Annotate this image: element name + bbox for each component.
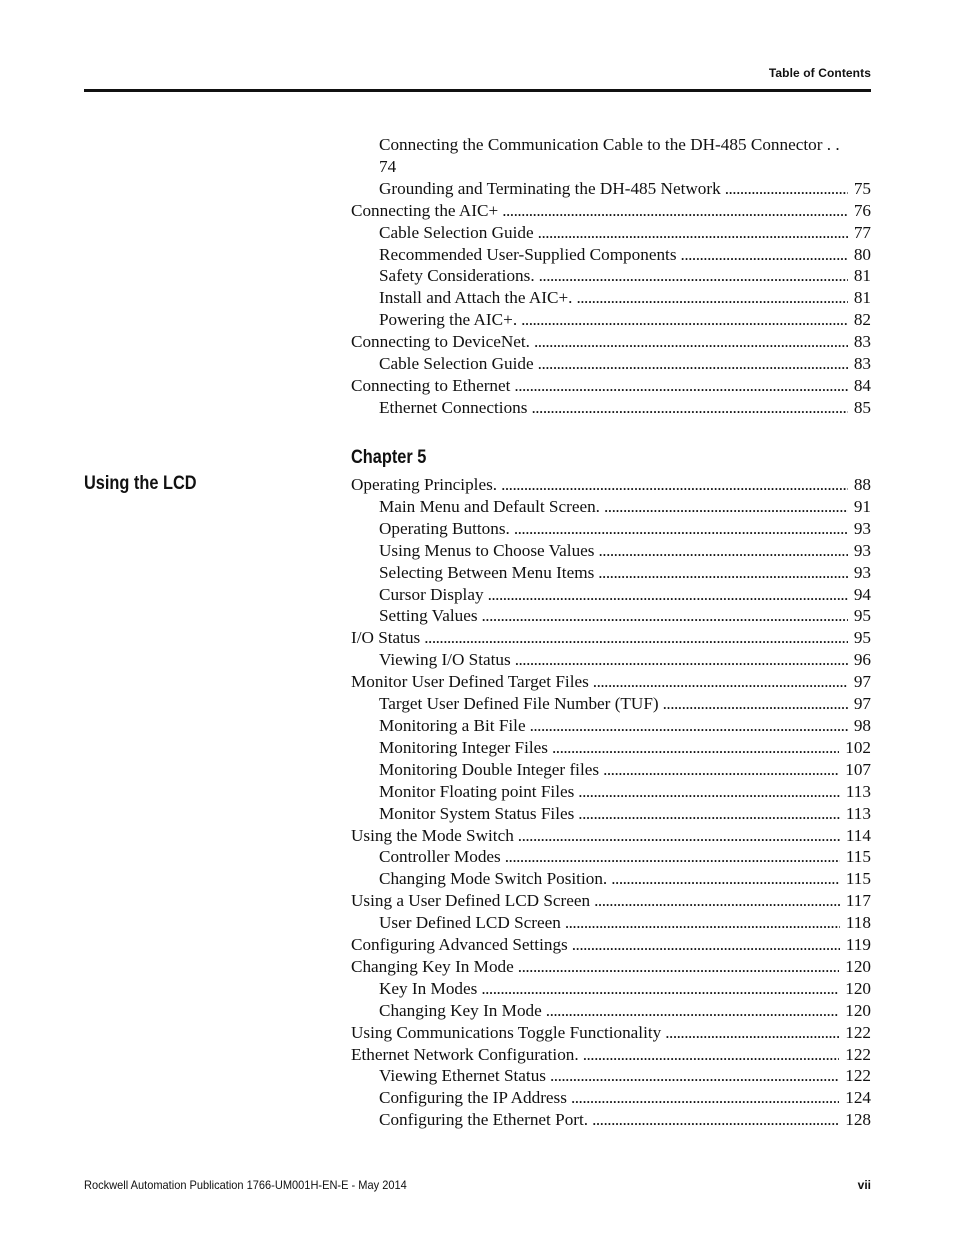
toc-entry-title: Using Menus to Choose Values (379, 540, 595, 560)
toc-entry-page: 122 (845, 1044, 871, 1064)
toc-entry-title: Setting Values (379, 606, 478, 626)
dot-leader (531, 397, 847, 419)
toc-entry-page: 94 (853, 584, 871, 604)
toc-entry-page: 97 (853, 694, 871, 714)
toc-entry-page: 80 (853, 244, 871, 264)
toc-entry[interactable] (351, 496, 871, 518)
toc-entry-page: 113 (845, 781, 871, 801)
toc-entry[interactable] (351, 540, 871, 562)
toc-entry[interactable] (351, 244, 871, 266)
toc-entry[interactable] (351, 912, 871, 934)
toc-entry-title: Target User Defined File Number (TUF) (379, 694, 659, 714)
toc-entry[interactable] (351, 890, 871, 912)
toc-entry-title: Recommended User-Supplied Components (379, 244, 677, 264)
toc-entry[interactable] (351, 562, 871, 584)
toc-entry-title: Install and Attach the AIC+. (379, 288, 573, 308)
toc-entry-title: Monitor Floating point Files (379, 781, 575, 801)
toc-entry-page: 120 (845, 1000, 871, 1020)
dot-leader (538, 222, 848, 244)
toc-entry[interactable] (351, 222, 871, 244)
toc-entry-title: Monitoring Integer Files (379, 737, 548, 757)
toc-entry-page: 96 (853, 650, 871, 670)
toc-entry-page: 83 (853, 332, 871, 352)
toc-entry[interactable] (351, 1044, 871, 1066)
dot-leader (565, 912, 840, 934)
toc-entry-title: Connecting the AIC+ (351, 200, 499, 220)
toc-entry[interactable] (351, 627, 871, 649)
toc-entry-page: 115 (845, 869, 871, 889)
toc-entry[interactable] (351, 781, 871, 803)
toc-entry[interactable] (351, 868, 871, 890)
toc-entry[interactable] (351, 353, 871, 375)
toc-entry[interactable] (351, 693, 871, 715)
dot-leader (598, 540, 847, 562)
toc-entry-title: Cable Selection Guide (379, 354, 534, 374)
toc-entry[interactable] (351, 375, 871, 397)
toc-entry[interactable] (351, 649, 871, 671)
toc-entry-title: Connecting to DeviceNet. (351, 332, 530, 352)
toc-entry-page: 84 (853, 375, 871, 395)
toc-entry-page: 82 (853, 310, 871, 330)
toc-entry-page: 117 (845, 891, 871, 911)
toc-entry-page: 95 (853, 628, 871, 648)
toc-entry[interactable] (351, 1109, 871, 1131)
toc-entry[interactable] (351, 1087, 871, 1109)
toc-entry-page: 76 (853, 200, 871, 220)
toc-entry-page: 93 (853, 562, 871, 582)
toc-entry-page: 85 (853, 397, 871, 417)
toc-entry-title: Using Communications Toggle Functionality (351, 1022, 662, 1042)
toc-entry-title: Changing Key In Mode (379, 1000, 542, 1020)
toc-entry[interactable] (351, 584, 871, 606)
dot-leader (550, 1065, 839, 1087)
toc-entry[interactable] (351, 287, 871, 309)
toc-entry-page: 122 (845, 1066, 871, 1086)
dot-leader (611, 868, 840, 890)
toc-entry-title: Cable Selection Guide (379, 222, 534, 242)
dot-leader (578, 781, 840, 803)
toc-entry-title: Monitoring a Bit File (379, 715, 526, 735)
toc-entry-page: 91 (853, 496, 871, 516)
toc-entry[interactable] (351, 715, 871, 737)
toc-entry[interactable] (351, 309, 871, 331)
dot-leader (665, 1022, 839, 1044)
toc-entry[interactable] (351, 956, 871, 978)
dot-leader (530, 715, 848, 737)
toc-entry-title: User Defined LCD Screen (379, 913, 561, 933)
chapter-title: Using the LCD (84, 473, 197, 494)
dot-leader (534, 331, 848, 353)
dot-leader (518, 956, 839, 978)
toc-entry-title: Viewing I/O Status (379, 650, 511, 670)
toc-entry-page: 115 (845, 847, 871, 867)
toc-entry[interactable] (351, 803, 871, 825)
toc-entry-page: 81 (853, 266, 871, 286)
toc-entry-title: Main Menu and Default Screen. (379, 496, 600, 516)
toc-entry-title: Connecting to Ethernet (351, 375, 511, 395)
toc-entry-page: 93 (853, 540, 871, 560)
dot-leader (571, 1087, 839, 1109)
dot-leader (424, 627, 848, 649)
toc-entry-page: 74 (379, 156, 397, 176)
toc-entry[interactable] (351, 200, 871, 222)
toc-entry-title: Ethernet Network Configuration. (351, 1044, 579, 1064)
toc-entry[interactable] (351, 331, 871, 353)
toc-entry-page: 88 (853, 475, 871, 494)
toc-entry[interactable] (351, 671, 871, 693)
dot-leader (521, 309, 848, 331)
dot-leader (604, 496, 848, 518)
toc-entry-page: 83 (853, 354, 871, 374)
toc-entry-page: 97 (853, 672, 871, 692)
dot-leader (598, 562, 848, 584)
dot-leader (593, 671, 848, 693)
toc-entry-page: 120 (845, 956, 871, 976)
toc-entry-page: 128 (845, 1110, 871, 1130)
toc-entry-page: 93 (853, 518, 871, 538)
toc-entry-title: Configuring the Ethernet Port. (379, 1110, 589, 1130)
dot-leader (539, 265, 848, 287)
toc-entry[interactable] (351, 134, 871, 178)
toc-entry-title: Configuring the IP Address (379, 1088, 567, 1108)
toc-entry-page: 114 (845, 825, 871, 845)
dot-leader (681, 244, 848, 266)
dot-leader (546, 1000, 839, 1022)
toc-entry[interactable] (351, 178, 871, 200)
toc-entry[interactable] (351, 474, 871, 496)
toc-entry-title: Cursor Display (379, 584, 484, 604)
toc-entry-page: 119 (845, 935, 871, 955)
toc-entry-title: Selecting Between Menu Items (379, 562, 595, 582)
toc-entry-title: Monitor User Defined Target Files (351, 672, 589, 692)
publication-footer: Rockwell Automation Publication 1766-UM001H-EN-E - May 2014 (84, 1178, 407, 1192)
toc-entry-page: 113 (845, 803, 871, 823)
toc-entry-title: Changing Mode Switch Position. (379, 869, 608, 889)
dot-leader (538, 353, 848, 375)
toc-entry-page: 77 (853, 222, 871, 242)
dot-leader (594, 890, 840, 912)
toc-entry-page: 75 (853, 178, 871, 198)
toc-entry-title: Connecting the Communication Cable to the DH-485 Connector . . (379, 135, 840, 154)
toc-entry-page: 107 (845, 759, 871, 779)
toc-entry-title: Operating Buttons. (379, 518, 510, 538)
toc-entry-page: 81 (853, 288, 871, 308)
dot-leader (583, 1044, 840, 1066)
toc-lower-list (351, 474, 871, 1131)
dot-leader (663, 693, 848, 715)
toc-entry[interactable] (351, 978, 871, 1000)
page-number: vii (857, 1178, 871, 1192)
toc-entry[interactable] (351, 846, 871, 868)
running-header: Table of Contents (768, 66, 871, 80)
dot-leader (501, 474, 848, 496)
dot-leader (518, 825, 840, 847)
toc-entry-page: 95 (853, 606, 871, 626)
toc-entry[interactable] (351, 737, 871, 759)
toc-entry-title: Key In Modes (379, 978, 478, 998)
toc-entry-page: 102 (845, 737, 871, 757)
toc-entry-title: Monitor System Status Files (379, 803, 575, 823)
dot-leader (481, 978, 839, 1000)
dot-leader (515, 649, 848, 671)
toc-entry-title: Powering the AIC+. (379, 310, 518, 330)
dot-leader (552, 737, 839, 759)
dot-leader (725, 178, 848, 200)
toc-entry-title: Configuring Advanced Settings (351, 935, 568, 955)
toc-entry-title: Changing Key In Mode (351, 956, 514, 976)
toc-entry-title: Controller Modes (379, 847, 501, 867)
dot-leader (603, 759, 839, 781)
toc-entry-title: Using a User Defined LCD Screen (351, 891, 591, 911)
dot-leader (502, 200, 848, 222)
dot-leader (576, 287, 847, 309)
toc-upper-list (351, 134, 871, 419)
chapter-label: Chapter 5 (351, 447, 427, 468)
toc-entry-title: Viewing Ethernet Status (379, 1066, 546, 1086)
toc-entry[interactable] (351, 825, 871, 847)
toc-entry-title: Grounding and Terminating the DH-485 Network (379, 178, 721, 198)
dot-leader (482, 605, 848, 627)
toc-entry[interactable] (351, 1022, 871, 1044)
header-rule (84, 89, 871, 92)
toc-entry[interactable] (351, 518, 871, 540)
toc-entry-page: 98 (853, 715, 871, 735)
dot-leader (505, 846, 840, 868)
toc-entry[interactable] (351, 265, 871, 287)
toc-entry-page: 122 (845, 1022, 871, 1042)
toc-entry-title: Operating Principles. (351, 475, 498, 494)
dot-leader (488, 584, 848, 606)
toc-entry-page: 124 (845, 1088, 871, 1108)
toc-entry-page: 120 (845, 978, 871, 998)
toc-entry-title: I/O Status (351, 628, 421, 648)
toc-entry[interactable] (351, 934, 871, 956)
dot-leader (572, 934, 840, 956)
toc-entry-title: Using the Mode Switch (351, 825, 514, 845)
toc-entry[interactable] (351, 397, 871, 419)
toc-entry-title: Monitoring Double Integer files (379, 759, 600, 779)
toc-entry-page: 118 (845, 913, 871, 933)
dot-leader (592, 1109, 839, 1131)
toc-entry[interactable] (351, 1000, 871, 1022)
dot-leader (514, 518, 848, 540)
toc-entry[interactable] (351, 605, 871, 627)
dot-leader (514, 375, 847, 397)
dot-leader (578, 803, 840, 825)
toc-entry-title: Safety Considerations. (379, 266, 535, 286)
toc-entry[interactable] (351, 759, 871, 781)
toc-entry-title: Ethernet Connections (379, 397, 528, 417)
toc-entry[interactable] (351, 1065, 871, 1087)
